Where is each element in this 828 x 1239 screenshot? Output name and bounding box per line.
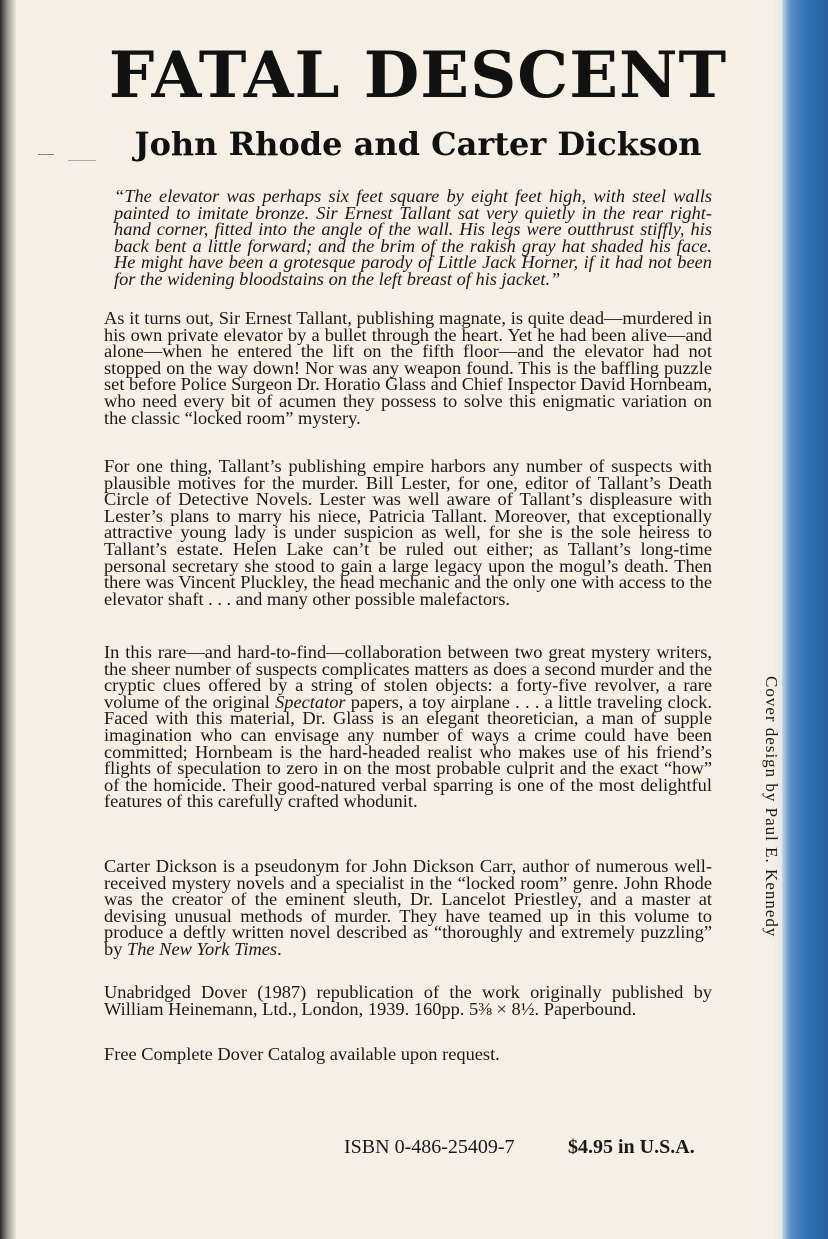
price-label: $4.95 in U.S.A. [568, 1136, 695, 1158]
about-authors-part-b: . [277, 938, 282, 959]
publication-note: Unabridged Dover (1987) republication of the work originally published by William Heinemann, Ltd., London, 1939. 160pp. 5⅜ × 8½. Paperbound. [104, 982, 712, 1019]
isbn-number: ISBN 0-486-25409-7 [344, 1136, 515, 1158]
spectator-title: Spectator [275, 691, 346, 712]
book-authors: John Rhode and Carter Dickson [134, 125, 702, 163]
blurb-paragraph-3 [104, 644, 712, 810]
catalog-note: Free Complete Dover Catalog available upon request. [104, 1044, 500, 1064]
blurb-paragraph-1: As it turns out, Sir Ernest Tallant, publishing magnate, is quite dead—murdered in his own private elevator by a bullet through the heart. Yet he had been alive—and alone—when he entered the lift on the fifth floor—and the elevator had not stopped on the way down! Nor was any weapon found. This is the baffling puzzle set before Police Surgeon Dr. Horatio Glass and Chief Inspector David Hornbeam, who need every bit of acumen they possess to solve this enigmatic variation on the classic “locked room” mystery. [104, 308, 712, 428]
nyt-title: The New York Times [127, 938, 278, 959]
book-title: FATAL DESCENT [108, 38, 728, 113]
about-authors-part-a: Carter Dickson is a pseudonym for John Dickson Carr, author of numerous well-received mystery novels and a specialist in the “locked room” genre. John Rhode was the creator of the eminent sleuth, Dr. Lancelot Priestley, and a master at devising unusual methods of murder. They have teamed up in this volume to produce a deftly written novel described as “thoroughly and extremely puzzling” by [104, 856, 712, 959]
excerpt-quote: “The elevator was perhaps six feet square by eight feet high, with steel walls painted to imitate bronze. Sir Ernest Tallant sat very quietly in the rear right-hand corner, fitted into the angle of the wall. His legs were outthrust stiffly, his back bent a little forward; and the brim of the rakish gray hat shaded his face. He might have been a grotesque parody of Little Jack Horner, if it had not been for the widening bloodstains on the left breast of his jacket.” [114, 186, 712, 289]
blurb-paragraph-3-part-b: papers, a toy airplane . . . a little traveling clock. Faced with this material, Dr. Glass is an elegant theoretician, a man of supple imagination who can envisage any number of ways a crime could have been committed; Hornbeam is the hard-headed realist who makes use of his friend’s flights of speculation to zero in on the most probable culprit and the exact “how” of the homicide. Their good-natured verbal sparring is one of the most delightful features of this carefully crafted whodunit. [104, 691, 713, 812]
blurb-paragraph-3-part-a: In this rare—and hard-to-find—collaboration between two great mystery writers, the sheer number of suspects complicates matters as does a second murder and the cryptic clues offered by a string of stolen objects: a forty-five revolver, a rare volume of the original [104, 642, 712, 712]
blurb-paragraph-2: For one thing, Tallant’s publishing empire harbors any number of suspects with plausible motives for the murder. Bill Lester, for one, editor of Tallant’s Death Circle of Detective Novels. Lester was well aware of Tallant’s displeasure with Lester’s plans to marry his niece, Patricia Tallant. Moreover, that exceptionally attractive young lady is under suspicion as well, for she is the sole heiress to Tallant’s estate. Helen Lake can’t be ruled out either; as Tallant’s long-time personal secretary she stood to gain a large legacy upon the mogul’s death. Then there was Vincent Pluckley, the head mechanic and the only one with access to the elevator shaft . . . and many other possible malefactors. [104, 456, 712, 609]
page-left-edge [0, 0, 16, 1239]
spine-blue-strip [782, 0, 828, 1239]
cover-design-credit: Cover design by Paul E. Kennedy [762, 676, 781, 938]
margin-mark-2 [68, 160, 96, 161]
margin-mark [38, 154, 54, 155]
about-authors-paragraph [104, 858, 712, 958]
